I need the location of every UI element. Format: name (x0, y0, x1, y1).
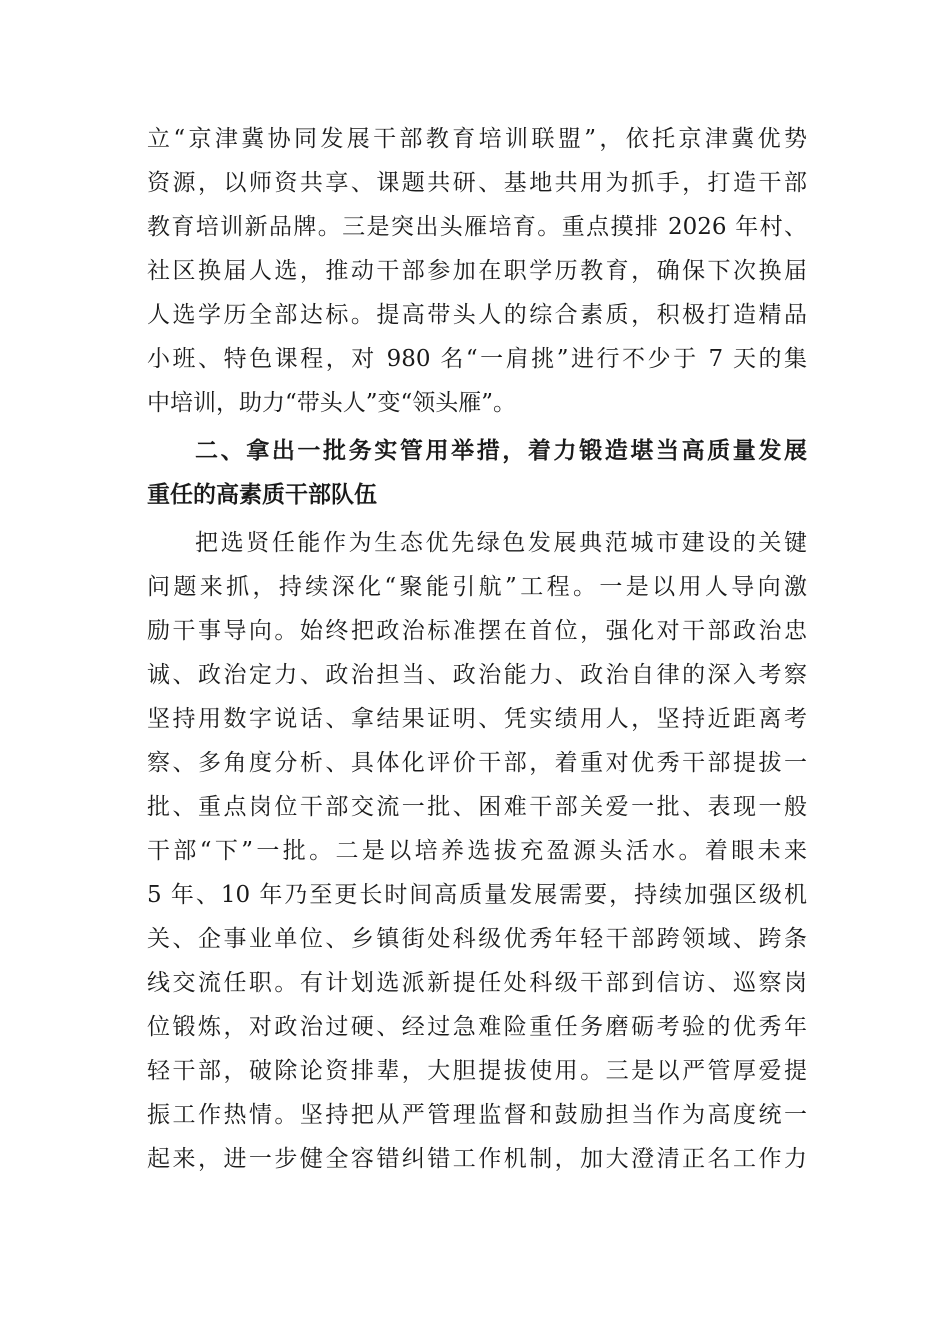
paragraph-line: 坚持用数字说话、拿结果证明、凭实绩用人，坚持近距离考 (147, 706, 807, 732)
paragraph-line: 小班、特色课程，对 980 名“一肩挑”进行不少于 7 天的集 (147, 346, 807, 372)
paragraph-line: 干部“下”一批。二是以培养选拔充盈源头活水。着眼未来 (147, 838, 807, 864)
paragraph-line: 位锻炼，对政治过硬、经过急难险重任务磨砺考验的优秀年 (147, 1014, 807, 1040)
paragraph-line: 批、重点岗位干部交流一批、困难干部关爱一批、表现一般 (147, 794, 807, 820)
paragraph-line: 教育培训新品牌。三是突出头雁培育。重点摸排 2026 年村、 (147, 214, 807, 240)
section-heading: 二、拿出一批务实管用举措，着力锻造堪当高质量发展 (195, 438, 807, 464)
paragraph-line: 人选学历全部达标。提高带头人的综合素质，积极打造精品 (147, 302, 807, 328)
paragraph-line: 轻干部，破除论资排辈，大胆提拔使用。三是以严管厚爱提 (147, 1058, 807, 1084)
paragraph-line: 社区换届人选，推动干部参加在职学历教育，确保下次换届 (147, 258, 807, 284)
paragraph-line: 起来，进一步健全容错纠错工作机制，加大澄清正名工作力 (147, 1146, 807, 1172)
paragraph-line: 关、企事业单位、乡镇街处科级优秀年轻干部跨领域、跨条 (147, 926, 807, 952)
paragraph-line: 振工作热情。坚持把从严管理监督和鼓励担当作为高度统一 (147, 1102, 807, 1128)
paragraph-line: 中培训，助力“带头人”变“领头雁”。 (147, 390, 517, 416)
paragraph-line: 线交流任职。有计划选派新提任处科级干部到信访、巡察岗 (147, 970, 807, 996)
paragraph-line: 资源，以师资共享、课题共研、基地共用为抓手，打造干部 (147, 170, 807, 196)
section-heading: 重任的高素质干部队伍 (147, 482, 377, 508)
paragraph-line: 诚、政治定力、政治担当、政治能力、政治自律的深入考察 (147, 662, 807, 688)
paragraph-line: 5 年、10 年乃至更长时间高质量发展需要，持续加强区级机 (147, 882, 807, 908)
paragraph-line: 察、多角度分析、具体化评价干部，着重对优秀干部提拔一 (147, 750, 807, 776)
paragraph-line: 问题来抓，持续深化“聚能引航”工程。一是以用人导向激 (147, 574, 807, 600)
paragraph-line: 立“京津冀协同发展干部教育培训联盟”，依托京津冀优势 (147, 126, 807, 152)
paragraph-line: 把选贤任能作为生态优先绿色发展典范城市建设的关键 (195, 530, 807, 556)
paragraph-line: 励干事导向。始终把政治标准摆在首位，强化对干部政治忠 (147, 618, 807, 644)
